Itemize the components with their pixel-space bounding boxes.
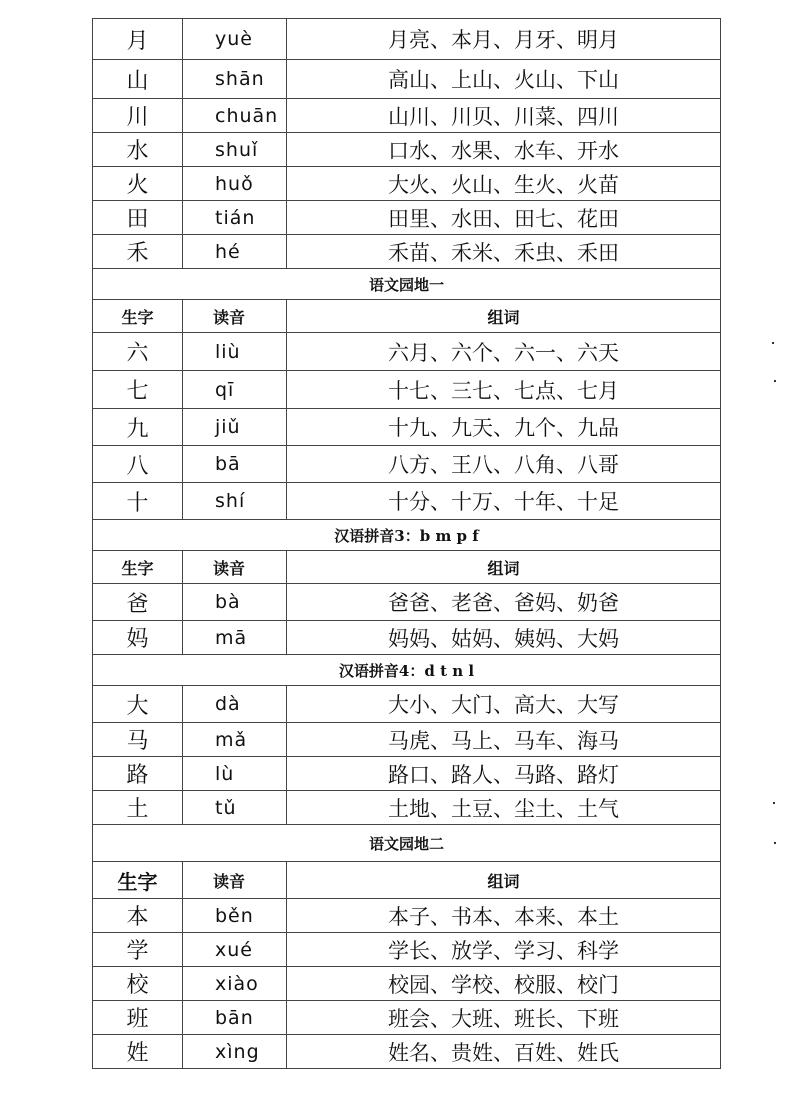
pinyin-cell: shuǐ	[183, 133, 287, 167]
pinyin-cell: chuān	[183, 99, 287, 133]
vocabulary-sheet	[92, 18, 720, 1069]
character-cell: 川	[93, 99, 183, 133]
pinyin-cell: shān	[183, 60, 287, 99]
table-row	[93, 371, 721, 409]
header-pinyin: 读音	[183, 300, 287, 333]
pinyin-cell: hé	[183, 235, 287, 269]
header-words: 组词	[287, 551, 721, 584]
character-cell: 妈	[93, 621, 183, 655]
table-row	[93, 584, 721, 621]
pinyin-cell: lù	[183, 757, 287, 791]
pinyin-cell: tǔ	[183, 791, 287, 825]
table-row	[93, 686, 721, 723]
character-cell: 山	[93, 60, 183, 99]
character-cell: 路	[93, 757, 183, 791]
table-row	[93, 333, 721, 371]
header-words: 组词	[287, 300, 721, 333]
scan-speck	[774, 842, 776, 844]
table-row	[93, 201, 721, 235]
pinyin-cell: shí	[183, 483, 287, 520]
section-title-row	[93, 655, 721, 686]
header-pinyin: 读音	[183, 862, 287, 899]
pinyin-cell: xiào	[183, 967, 287, 1001]
pinyin-cell: bà	[183, 584, 287, 621]
words-cell: 口水、水果、水车、开水	[287, 133, 721, 167]
character-cell: 班	[93, 1001, 183, 1035]
table-row	[93, 409, 721, 446]
scan-speck	[773, 802, 775, 804]
pinyin-cell: tián	[183, 201, 287, 235]
character-cell: 禾	[93, 235, 183, 269]
pinyin-cell: mǎ	[183, 723, 287, 757]
character-cell: 大	[93, 686, 183, 723]
character-cell: 马	[93, 723, 183, 757]
scan-speck	[772, 342, 774, 344]
words-cell: 十九、九天、九个、九品	[287, 409, 721, 446]
table-row	[93, 235, 721, 269]
words-cell: 高山、上山、火山、下山	[287, 60, 721, 99]
pinyin-cell: xué	[183, 933, 287, 967]
header-row	[93, 551, 721, 584]
pinyin-cell: xìng	[183, 1035, 287, 1069]
section-title: 汉语拼音4：d t n l	[93, 655, 721, 686]
pinyin-cell: dà	[183, 686, 287, 723]
character-cell: 七	[93, 371, 183, 409]
header-character: 生字	[93, 300, 183, 333]
pinyin-cell: jiǔ	[183, 409, 287, 446]
table-row	[93, 167, 721, 201]
words-cell: 十分、十万、十年、十足	[287, 483, 721, 520]
character-cell: 土	[93, 791, 183, 825]
words-cell: 班会、大班、班长、下班	[287, 1001, 721, 1035]
words-cell: 山川、川贝、川菜、四川	[287, 99, 721, 133]
table-row	[93, 791, 721, 825]
table-row	[93, 1035, 721, 1069]
character-cell: 十	[93, 483, 183, 520]
words-cell: 大小、大门、高大、大写	[287, 686, 721, 723]
pinyin-cell: mā	[183, 621, 287, 655]
character-cell: 六	[93, 333, 183, 371]
character-cell: 姓	[93, 1035, 183, 1069]
pinyin-cell: huǒ	[183, 167, 287, 201]
words-cell: 爸爸、老爸、爸妈、奶爸	[287, 584, 721, 621]
words-cell: 妈妈、姑妈、姨妈、大妈	[287, 621, 721, 655]
scan-speck	[774, 380, 776, 382]
section-title: 语文园地二	[93, 825, 721, 862]
character-cell: 月	[93, 19, 183, 60]
table-row	[93, 757, 721, 791]
table-row	[93, 483, 721, 520]
words-cell: 马虎、马上、马车、海马	[287, 723, 721, 757]
section-title-row	[93, 269, 721, 300]
header-character: 生字	[93, 862, 183, 899]
section-title-row	[93, 520, 721, 551]
character-cell: 水	[93, 133, 183, 167]
header-pinyin: 读音	[183, 551, 287, 584]
words-cell: 大火、火山、生火、火苗	[287, 167, 721, 201]
words-cell: 本子、书本、本来、本土	[287, 899, 721, 933]
vocabulary-table	[92, 18, 721, 1069]
table-row	[93, 133, 721, 167]
table-row	[93, 967, 721, 1001]
words-cell: 校园、学校、校服、校门	[287, 967, 721, 1001]
character-cell: 田	[93, 201, 183, 235]
words-cell: 路口、路人、马路、路灯	[287, 757, 721, 791]
words-cell: 田里、水田、田七、花田	[287, 201, 721, 235]
table-row	[93, 19, 721, 60]
pinyin-cell: bān	[183, 1001, 287, 1035]
table-row	[93, 99, 721, 133]
section-title: 语文园地一	[93, 269, 721, 300]
section-title: 汉语拼音3：b m p f	[93, 520, 721, 551]
words-cell: 姓名、贵姓、百姓、姓氏	[287, 1035, 721, 1069]
character-cell: 本	[93, 899, 183, 933]
character-cell: 学	[93, 933, 183, 967]
character-cell: 九	[93, 409, 183, 446]
table-row	[93, 899, 721, 933]
header-words: 组词	[287, 862, 721, 899]
table-row	[93, 1001, 721, 1035]
pinyin-cell: bā	[183, 446, 287, 483]
pinyin-cell: liù	[183, 333, 287, 371]
pinyin-cell: qī	[183, 371, 287, 409]
pinyin-cell: běn	[183, 899, 287, 933]
words-cell: 十七、三七、七点、七月	[287, 371, 721, 409]
words-cell: 禾苗、禾米、禾虫、禾田	[287, 235, 721, 269]
table-row	[93, 60, 721, 99]
character-cell: 八	[93, 446, 183, 483]
words-cell: 学长、放学、学习、科学	[287, 933, 721, 967]
section-title-row	[93, 825, 721, 862]
table-row	[93, 446, 721, 483]
pinyin-cell: yuè	[183, 19, 287, 60]
header-character: 生字	[93, 551, 183, 584]
table-row	[93, 723, 721, 757]
header-row	[93, 862, 721, 899]
character-cell: 爸	[93, 584, 183, 621]
header-row	[93, 300, 721, 333]
words-cell: 六月、六个、六一、六天	[287, 333, 721, 371]
table-row	[93, 933, 721, 967]
words-cell: 八方、王八、八角、八哥	[287, 446, 721, 483]
character-cell: 校	[93, 967, 183, 1001]
words-cell: 月亮、本月、月牙、明月	[287, 19, 721, 60]
table-row	[93, 621, 721, 655]
words-cell: 土地、土豆、尘土、土气	[287, 791, 721, 825]
character-cell: 火	[93, 167, 183, 201]
